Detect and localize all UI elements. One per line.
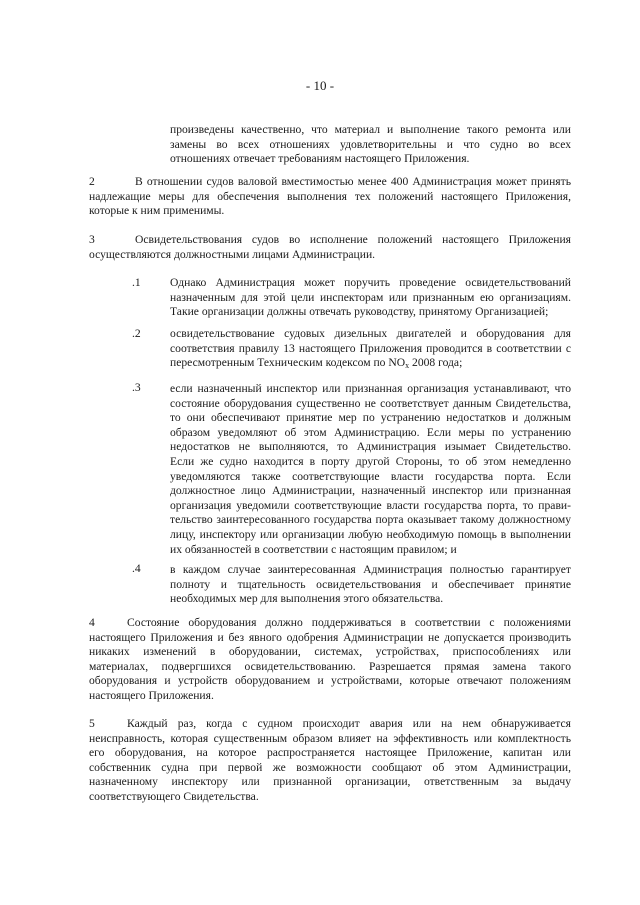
intro-paragraph xyxy=(170,123,571,167)
subparagraph-number: .4 xyxy=(132,562,141,575)
text-line: назначенным для этой цели инспекторам или признанным ею организациям. xyxy=(170,290,571,304)
text-line: полноту и тщательность освидетельствования и обеспечивает принятие xyxy=(170,577,571,591)
text-line: Такие организации должны отвечать руководству, принятому Организацией; xyxy=(170,305,549,319)
subscript-x: x xyxy=(405,361,410,371)
text-line: соответствия правилу 13 настоящего Приложения проводится в соответствии с xyxy=(170,341,571,355)
text-line: надлежащие меры для обеспечения выполнения тех положений настоящего Приложения, xyxy=(89,189,571,203)
paragraph-2 xyxy=(89,175,571,219)
paragraph-4 xyxy=(89,616,571,704)
text-line: назначенному инспектору или признанной организации, ответственным за выдачу xyxy=(89,775,571,789)
text-line: оборудования и устройств оборудованием и устройствами, которые отвечают положениям xyxy=(89,674,571,688)
text-line: осуществляются должностными лицами Администрации. xyxy=(89,247,376,261)
text-line: их обязанностей в соответствии с настоящим правилом; и xyxy=(170,542,457,556)
text-line: замены во всех отношениях удовлетворительны и что судно во всех xyxy=(170,137,571,151)
text-line: неисправность, которая существенным образом влияет на эффективность или комплектность xyxy=(89,731,571,745)
subparagraph-4 xyxy=(170,563,571,607)
text-line: освидетельствование судовых дизельных двигателей и оборудования для xyxy=(170,327,571,340)
text-line: его оборудования, на которое распространяется настоящее Приложение, капитан или xyxy=(89,746,571,760)
text-line: материалах, подвергшихся освидетельствованию. Разрешается прямая замена такого xyxy=(89,659,571,673)
text-line: отношениях отвечает требованиям настоящего Приложения. xyxy=(170,152,470,166)
text-line: Освидетельствования судов во исполнение положений настоящего Приложения xyxy=(135,233,571,246)
text-line: настоящего Приложения и без явного одобрения Администрации не допускается производить xyxy=(89,630,571,644)
text-line: Состояние оборудования должно поддерживаться в соответствии с положениями xyxy=(127,616,571,629)
subparagraph-2 xyxy=(170,327,571,371)
text-line: произведены качественно, что материал и выполнение такого ремонта или xyxy=(170,123,571,136)
subparagraph-number: .3 xyxy=(132,381,141,394)
paragraph-5 xyxy=(89,717,571,805)
text-line: уведомляются также соответствующие власти государства порта. Если xyxy=(170,469,571,483)
text-fragment: 2008 года; xyxy=(409,356,463,370)
text-line: должностное лицо Администрации, назначенный инспектор или признанная xyxy=(170,484,571,498)
subparagraph-number: .1 xyxy=(132,276,141,289)
text-line: Если же судно находится в порту другой Стороны, то об этом немедленно xyxy=(170,454,571,468)
text-line: образом уведомляют об этом Администрацию. Если меры по устранению xyxy=(170,425,571,439)
text-line: организация уведомили соответствующие власти государства порта, то прави- xyxy=(170,498,571,512)
text-line: Однако Администрация может поручить проведение освидетельствований xyxy=(170,276,571,289)
text-line: Каждый раз, когда с судном происходит авария или на нем обнаруживается xyxy=(127,717,571,730)
paragraph-number: 4 xyxy=(89,616,95,629)
text-line: то они обеспечивают принятие мер по устранению недостатков и должным xyxy=(170,411,571,425)
text-line: В отношении судов валовой вместимостью менее 400 Администрация может принять xyxy=(135,175,571,188)
text-fragment: пересмотренным Техническим кодексом по NO xyxy=(170,356,406,370)
text-line: никаких изменений в оборудовании, системах, устройствах, приспособлениях или xyxy=(89,645,571,659)
text-line: тельство заинтересованного государства порта оказывает такому должностному xyxy=(170,513,571,527)
text-line xyxy=(170,356,571,371)
text-line: соответствующего Свидетельства. xyxy=(89,789,259,803)
text-line: необходимых мер для выполнения этого обязательства. xyxy=(170,592,444,606)
subparagraph-3 xyxy=(170,382,571,557)
text-line: недостатков не выполняются, то Администрация изымает Свидетельство. xyxy=(170,440,571,454)
paragraph-number: 2 xyxy=(89,175,95,188)
text-line: лицу, инспектору или организации любую необходимую помощь в выполнении xyxy=(170,527,571,541)
page-number: - 10 - xyxy=(305,78,335,93)
text-line: которые к ним применимы. xyxy=(89,204,225,218)
paragraph-3 xyxy=(89,233,571,262)
text-line: если назначенный инспектор или признанная организация устанавливают, что xyxy=(170,382,571,395)
subparagraph-1 xyxy=(170,276,571,320)
text-line: настоящего Приложения. xyxy=(89,688,214,702)
text-line: состояние оборудования существенно не соответствует данным Свидетельства, xyxy=(170,396,571,410)
paragraph-number: 3 xyxy=(89,233,95,246)
paragraph-number: 5 xyxy=(89,717,95,730)
text-line: собственник судна при первой же возможности сообщают об этом Администрации, xyxy=(89,760,571,774)
subparagraph-number: .2 xyxy=(132,327,141,340)
text-line: в каждом случае заинтересованная Администрация полностью гарантирует xyxy=(170,563,571,576)
